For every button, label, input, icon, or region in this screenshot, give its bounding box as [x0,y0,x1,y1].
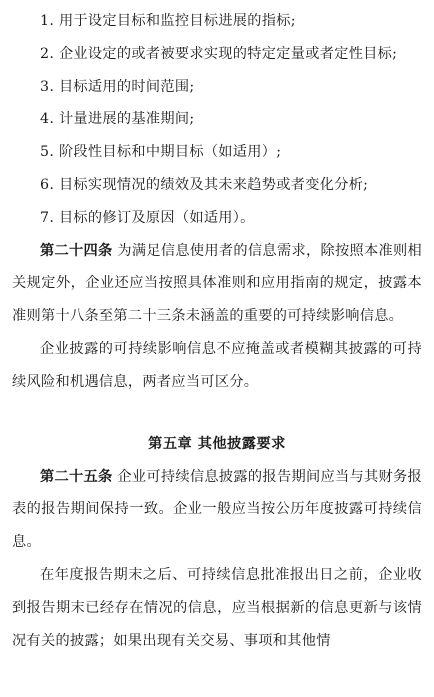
list-item: 2. 企业设定的或者被要求实现的特定定量或者定性目标; [40,45,398,62]
article-25-text: 企业可持续信息披露的报告期间应当与其财务报表的报告期间保持一致。企业一般应当按公历年度披露可持续信息。 [12,468,422,551]
chapter-title: 其他披露要求 [197,435,286,452]
article-24-text: 为满足信息使用者的信息需求，除按照本准则相关规定外，企业还应当按照具体准则和应用指南的规定，披露本准则第十八条至第二十三条未涵盖的重要的可持续影响信息。 [12,242,422,325]
list-item: 4. 计量进展的基准期间; [40,111,195,128]
article-25-paragraph [12,461,422,559]
chapter-number: 第五章 [148,435,193,452]
chapter-heading [12,427,422,461]
list-item: 3. 目标适用的时间范围; [40,78,195,95]
article-24-label: 第二十四条 [40,242,113,259]
list-item: 1. 用于设定目标和监控目标进展的指标; [40,13,296,29]
list-item: 5. 阶段性目标和中期目标（如适用）; [40,144,282,161]
list-item: 6. 目标实现情况的绩效及其未来趋势或者变化分析; [40,176,369,193]
article-24-paragraph [12,235,422,333]
article-25-label: 第二十五条 [40,468,113,485]
list-item: 7. 目标的修订及原因（如适用）。 [40,209,255,226]
article-25-second-paragraph: 在年度报告期末之后、可持续信息批准报出日之前，企业收到报告期末已经存在情况的信息，应当根据新的信息更新与该情况有关的披露；如果出现有关交易、事项和其他情 [12,566,422,649]
article-24-second-paragraph: 企业披露的可持续影响信息不应掩盖或者模糊其披露的可持续风险和机遇信息，两者应当可区分。 [12,340,422,390]
target-indicator-list [12,5,422,235]
